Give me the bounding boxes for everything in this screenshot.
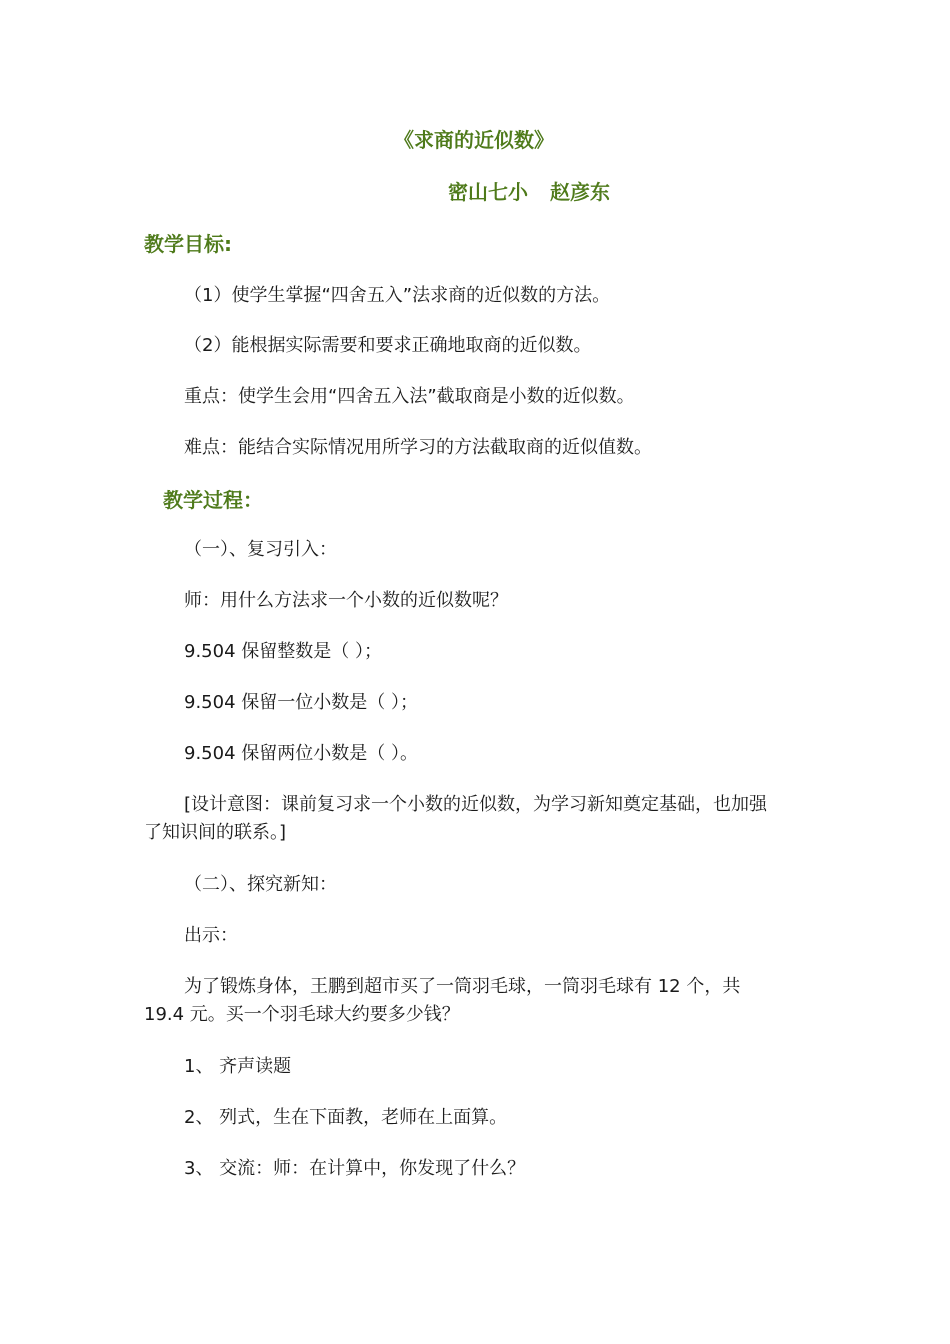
process-heading: 教学过程： [163, 488, 263, 512]
review-question-3: 9.504 保留两位小数是（ ）。 [184, 743, 418, 764]
author-name: 赵彦东 [550, 180, 610, 204]
show-label: 出示： [184, 925, 238, 946]
step-1: 1、 齐声读题 [184, 1056, 292, 1077]
step-2: 2、 列式，生在下面教，老师在上面算。 [184, 1107, 508, 1128]
problem-line-2: 19.4 元。买一个羽毛球大约要多少钱？ [144, 1004, 460, 1025]
part2-title: （二）、探究新知： [184, 874, 337, 895]
review-question-1: 9.504 保留整数是（ ）； [184, 641, 382, 662]
objectives-heading: 教学目标: [144, 232, 232, 256]
key-point: 重点：使学生会用“四舍五入法”截取商是小数的近似数。 [184, 386, 635, 407]
objective-item-2: （2）能根据实际需要和要求正确地取商的近似数。 [184, 335, 592, 356]
author-line [448, 180, 610, 204]
part1-title: （一）、复习引入： [184, 539, 337, 560]
review-question-2: 9.504 保留一位小数是（ ）； [184, 692, 418, 713]
step-3: 3、 交流：师：在计算中，你发现了什么？ [184, 1158, 526, 1179]
difficult-point: 难点：能结合实际情况用所学习的方法截取商的近似值数。 [184, 437, 652, 458]
objective-item-1: （1）使学生掌握“四舍五入”法求商的近似数的方法。 [184, 285, 611, 306]
problem-line-1: 为了锻炼身体，王鹏到超市买了一筒羽毛球，一筒羽毛球有 12 个，共 [184, 976, 741, 997]
design-intent-line-1: [设计意图：课前复习求一个小数的近似数，为学习新知奠定基础，也加强 [184, 794, 768, 815]
teacher-question: 师：用什么方法求一个小数的近似数呢？ [184, 590, 508, 611]
design-intent-line-2: 了知识间的联系。] [144, 822, 287, 843]
author-school: 密山七小 [448, 180, 528, 204]
document-title: 《求商的近似数》 [394, 128, 554, 152]
